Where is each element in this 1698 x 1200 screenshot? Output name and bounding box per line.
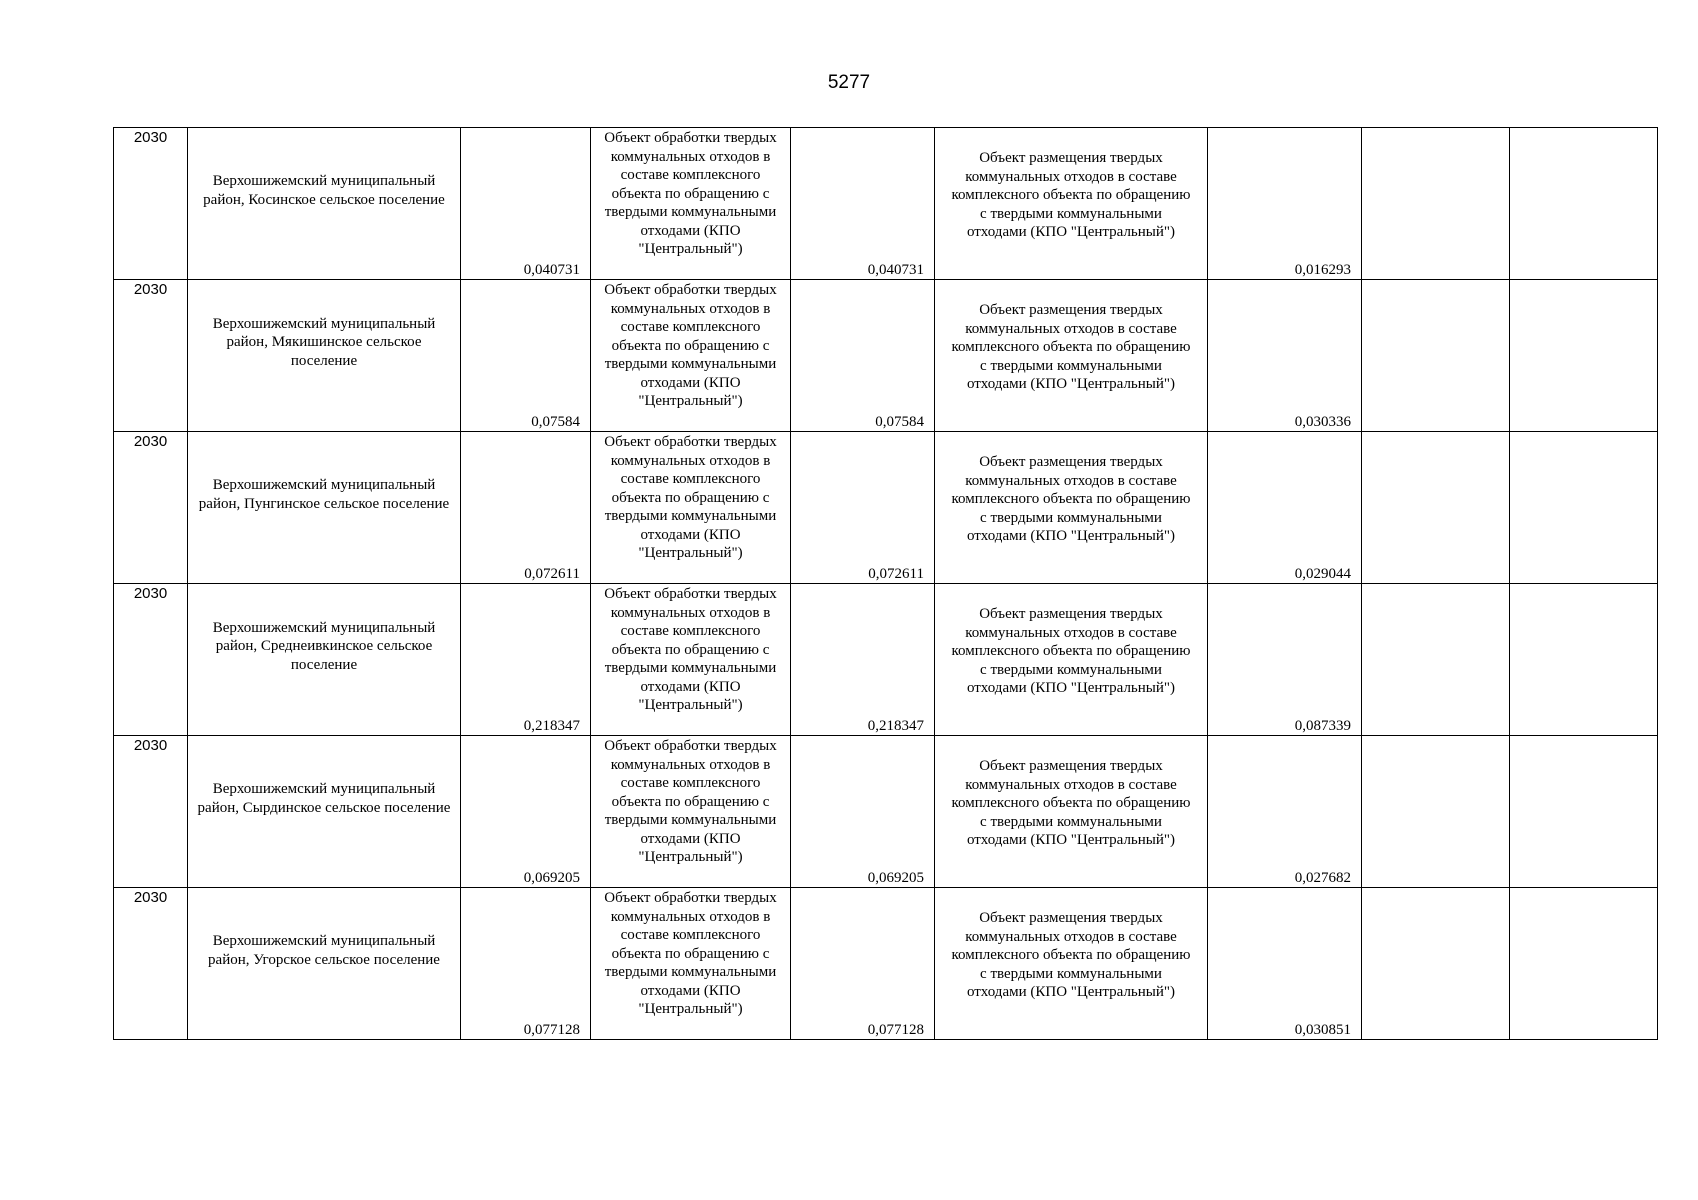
placed-volume-cell: 0,087339: [1208, 584, 1362, 736]
processing-object-cell: Объект обработки твердых коммунальных отходов в составе комплексного объекта по обращению с твердыми коммунальными отходами (КПО "Центральный"): [591, 128, 791, 280]
year-cell: 2030: [114, 888, 188, 1040]
placement-object-cell: Объект размещения твердых коммунальных отходов в составе комплексного объекта по обращению с твердыми коммунальными отходами (КПО "Центральный"): [935, 280, 1208, 432]
table-row: [114, 432, 1658, 584]
table-row: [114, 128, 1658, 280]
empty-cell: [1362, 432, 1510, 584]
generated-volume-cell: 0,040731: [461, 128, 591, 280]
territory-cell: Верхошижемский муниципальный район, Мякишинское сельское поселение: [188, 280, 461, 432]
year-cell: 2030: [114, 280, 188, 432]
generated-volume-cell: 0,07584: [461, 280, 591, 432]
processing-object-cell: Объект обработки твердых коммунальных отходов в составе комплексного объекта по обращению с твердыми коммунальными отходами (КПО "Центральный"): [591, 888, 791, 1040]
table-row: [114, 736, 1658, 888]
placed-volume-cell: 0,030851: [1208, 888, 1362, 1040]
empty-cell: [1362, 280, 1510, 432]
processing-object-cell: Объект обработки твердых коммунальных отходов в составе комплексного объекта по обращению с твердыми коммунальными отходами (КПО "Центральный"): [591, 432, 791, 584]
empty-cell: [1510, 128, 1658, 280]
empty-cell: [1510, 432, 1658, 584]
placed-volume-cell: 0,027682: [1208, 736, 1362, 888]
table-row: [114, 280, 1658, 432]
generated-volume-cell: 0,069205: [461, 736, 591, 888]
empty-cell: [1510, 888, 1658, 1040]
territory-cell: Верхошижемский муниципальный район, Косинское сельское поселение: [188, 128, 461, 280]
territory-cell: Верхошижемский муниципальный район, Среднеивкинское сельское поселение: [188, 584, 461, 736]
placed-volume-cell: 0,030336: [1208, 280, 1362, 432]
placement-object-cell: Объект размещения твердых коммунальных отходов в составе комплексного объекта по обращению с твердыми коммунальными отходами (КПО "Центральный"): [935, 432, 1208, 584]
processed-volume-cell: 0,218347: [791, 584, 935, 736]
page-number: 5277: [827, 72, 871, 93]
placed-volume-cell: 0,029044: [1208, 432, 1362, 584]
empty-cell: [1362, 128, 1510, 280]
waste-flow-table: [113, 127, 1658, 1040]
territory-cell: Верхошижемский муниципальный район, Пунгинское сельское поселение: [188, 432, 461, 584]
generated-volume-cell: 0,072611: [461, 432, 591, 584]
empty-cell: [1362, 888, 1510, 1040]
processed-volume-cell: 0,040731: [791, 128, 935, 280]
empty-cell: [1510, 280, 1658, 432]
table-row: [114, 584, 1658, 736]
processing-object-cell: Объект обработки твердых коммунальных отходов в составе комплексного объекта по обращению с твердыми коммунальными отходами (КПО "Центральный"): [591, 736, 791, 888]
processed-volume-cell: 0,077128: [791, 888, 935, 1040]
processing-object-cell: Объект обработки твердых коммунальных отходов в составе комплексного объекта по обращению с твердыми коммунальными отходами (КПО "Центральный"): [591, 584, 791, 736]
year-cell: 2030: [114, 736, 188, 888]
placement-object-cell: Объект размещения твердых коммунальных отходов в составе комплексного объекта по обращению с твердыми коммунальными отходами (КПО "Центральный"): [935, 888, 1208, 1040]
processed-volume-cell: 0,072611: [791, 432, 935, 584]
empty-cell: [1510, 584, 1658, 736]
placement-object-cell: Объект размещения твердых коммунальных отходов в составе комплексного объекта по обращению с твердыми коммунальными отходами (КПО "Центральный"): [935, 128, 1208, 280]
year-cell: 2030: [114, 432, 188, 584]
territory-cell: Верхошижемский муниципальный район, Угорское сельское поселение: [188, 888, 461, 1040]
generated-volume-cell: 0,077128: [461, 888, 591, 1040]
year-cell: 2030: [114, 584, 188, 736]
territory-cell: Верхошижемский муниципальный район, Сырдинское сельское поселение: [188, 736, 461, 888]
generated-volume-cell: 0,218347: [461, 584, 591, 736]
empty-cell: [1362, 584, 1510, 736]
empty-cell: [1362, 736, 1510, 888]
empty-cell: [1510, 736, 1658, 888]
placement-object-cell: Объект размещения твердых коммунальных отходов в составе комплексного объекта по обращению с твердыми коммунальными отходами (КПО "Центральный"): [935, 736, 1208, 888]
processed-volume-cell: 0,07584: [791, 280, 935, 432]
table-row: [114, 888, 1658, 1040]
processing-object-cell: Объект обработки твердых коммунальных отходов в составе комплексного объекта по обращению с твердыми коммунальными отходами (КПО "Центральный"): [591, 280, 791, 432]
year-cell: 2030: [114, 128, 188, 280]
processed-volume-cell: 0,069205: [791, 736, 935, 888]
placed-volume-cell: 0,016293: [1208, 128, 1362, 280]
placement-object-cell: Объект размещения твердых коммунальных отходов в составе комплексного объекта по обращению с твердыми коммунальными отходами (КПО "Центральный"): [935, 584, 1208, 736]
